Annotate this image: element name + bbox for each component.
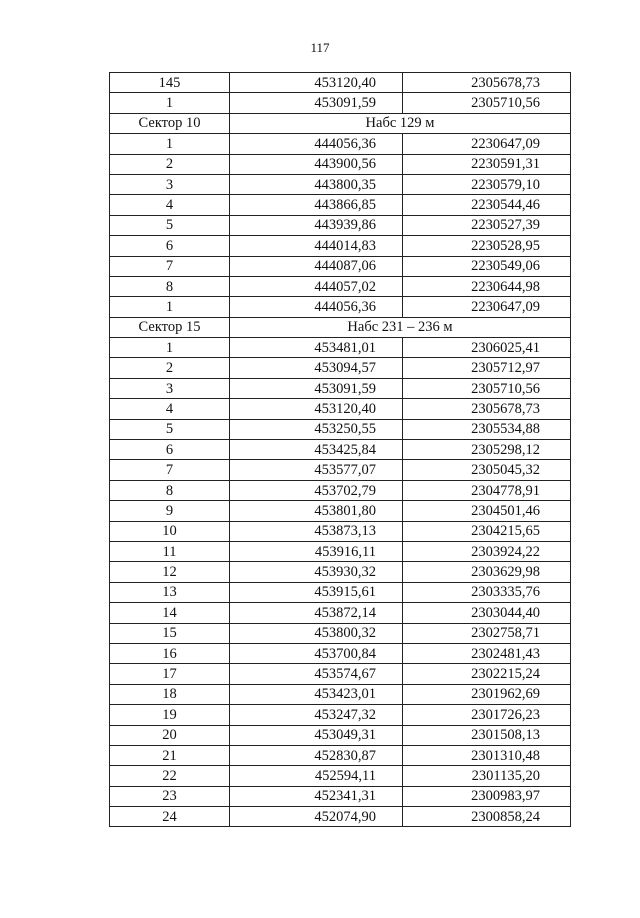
point-number: 1: [110, 297, 230, 317]
point-number: 21: [110, 745, 230, 765]
y-coordinate: 2304215,65: [403, 521, 571, 541]
x-coordinate: 444057,02: [230, 276, 403, 296]
table-row: [110, 623, 571, 643]
sector-header-row: [110, 317, 571, 337]
point-number: 2: [110, 358, 230, 378]
y-coordinate: 2230528,95: [403, 236, 571, 256]
x-coordinate: 453930,32: [230, 562, 403, 582]
y-coordinate: 2230644,98: [403, 276, 571, 296]
x-coordinate: 453916,11: [230, 541, 403, 561]
x-coordinate: 453574,67: [230, 664, 403, 684]
y-coordinate: 2304778,91: [403, 480, 571, 500]
y-coordinate: 2230544,46: [403, 195, 571, 215]
x-coordinate: 453091,59: [230, 378, 403, 398]
sector-label: Сектор 15: [110, 317, 230, 337]
x-coordinate: 453091,59: [230, 93, 403, 113]
point-number: 8: [110, 480, 230, 500]
x-coordinate: 453250,55: [230, 419, 403, 439]
point-number: 145: [110, 73, 230, 93]
y-coordinate: 2305678,73: [403, 399, 571, 419]
table-row: [110, 664, 571, 684]
y-coordinate: 2305678,73: [403, 73, 571, 93]
point-number: 1: [110, 93, 230, 113]
y-coordinate: 2301508,13: [403, 725, 571, 745]
table-row: [110, 174, 571, 194]
y-coordinate: 2230549,06: [403, 256, 571, 276]
x-coordinate: 453702,79: [230, 480, 403, 500]
point-number: 19: [110, 705, 230, 725]
y-coordinate: 2302215,24: [403, 664, 571, 684]
x-coordinate: 453873,13: [230, 521, 403, 541]
table-row: [110, 276, 571, 296]
x-coordinate: 452341,31: [230, 786, 403, 806]
y-coordinate: 2301726,23: [403, 705, 571, 725]
table-row: [110, 154, 571, 174]
point-number: 4: [110, 195, 230, 215]
table-row: [110, 215, 571, 235]
point-number: 12: [110, 562, 230, 582]
table-row: [110, 541, 571, 561]
table-row: [110, 73, 571, 93]
y-coordinate: 2230527,39: [403, 215, 571, 235]
point-number: 13: [110, 582, 230, 602]
point-number: 5: [110, 215, 230, 235]
point-number: 6: [110, 440, 230, 460]
table-row: [110, 338, 571, 358]
table-row: [110, 378, 571, 398]
x-coordinate: 453423,01: [230, 684, 403, 704]
table-row: [110, 521, 571, 541]
table-row: [110, 195, 571, 215]
x-coordinate: 443900,56: [230, 154, 403, 174]
x-coordinate: 453049,31: [230, 725, 403, 745]
point-number: 7: [110, 460, 230, 480]
sector-altitude: Набс 129 м: [230, 113, 571, 133]
table-row: [110, 358, 571, 378]
x-coordinate: 453247,32: [230, 705, 403, 725]
point-number: 5: [110, 419, 230, 439]
point-number: 8: [110, 276, 230, 296]
point-number: 1: [110, 134, 230, 154]
point-number: 16: [110, 643, 230, 663]
table-row: [110, 745, 571, 765]
x-coordinate: 444014,83: [230, 236, 403, 256]
table-row: [110, 256, 571, 276]
y-coordinate: 2230647,09: [403, 134, 571, 154]
x-coordinate: 453094,57: [230, 358, 403, 378]
x-coordinate: 453801,80: [230, 501, 403, 521]
y-coordinate: 2305534,88: [403, 419, 571, 439]
sector-label: Сектор 10: [110, 113, 230, 133]
table-row: [110, 236, 571, 256]
x-coordinate: 453120,40: [230, 73, 403, 93]
x-coordinate: 453800,32: [230, 623, 403, 643]
table-row: [110, 603, 571, 623]
table-row: [110, 440, 571, 460]
y-coordinate: 2301962,69: [403, 684, 571, 704]
table-row: [110, 705, 571, 725]
coordinates-table-body: [110, 73, 571, 827]
table-row: [110, 643, 571, 663]
x-coordinate: 453872,14: [230, 603, 403, 623]
table-row: [110, 297, 571, 317]
y-coordinate: 2305710,56: [403, 93, 571, 113]
x-coordinate: 453915,61: [230, 582, 403, 602]
point-number: 3: [110, 378, 230, 398]
y-coordinate: 2305298,12: [403, 440, 571, 460]
point-number: 3: [110, 174, 230, 194]
point-number: 23: [110, 786, 230, 806]
x-coordinate: 453481,01: [230, 338, 403, 358]
point-number: 22: [110, 766, 230, 786]
y-coordinate: 2300858,24: [403, 807, 571, 827]
y-coordinate: 2301135,20: [403, 766, 571, 786]
y-coordinate: 2230591,31: [403, 154, 571, 174]
y-coordinate: 2303335,76: [403, 582, 571, 602]
y-coordinate: 2305712,97: [403, 358, 571, 378]
table-row: [110, 93, 571, 113]
x-coordinate: 452830,87: [230, 745, 403, 765]
table-row: [110, 684, 571, 704]
point-number: 24: [110, 807, 230, 827]
table-row: [110, 419, 571, 439]
table-row: [110, 399, 571, 419]
page-number: 117: [310, 40, 330, 55]
point-number: 9: [110, 501, 230, 521]
point-number: 14: [110, 603, 230, 623]
x-coordinate: 452074,90: [230, 807, 403, 827]
point-number: 20: [110, 725, 230, 745]
y-coordinate: 2302758,71: [403, 623, 571, 643]
point-number: 15: [110, 623, 230, 643]
y-coordinate: 2304501,46: [403, 501, 571, 521]
y-coordinate: 2302481,43: [403, 643, 571, 663]
x-coordinate: 453700,84: [230, 643, 403, 663]
x-coordinate: 444056,36: [230, 134, 403, 154]
point-number: 18: [110, 684, 230, 704]
y-coordinate: 2303044,40: [403, 603, 571, 623]
point-number: 6: [110, 236, 230, 256]
x-coordinate: 453577,07: [230, 460, 403, 480]
x-coordinate: 443866,85: [230, 195, 403, 215]
point-number: 17: [110, 664, 230, 684]
x-coordinate: 443800,35: [230, 174, 403, 194]
table-row: [110, 480, 571, 500]
sector-altitude: Набс 231 – 236 м: [230, 317, 571, 337]
y-coordinate: 2301310,48: [403, 745, 571, 765]
table-row: [110, 725, 571, 745]
x-coordinate: 443939,86: [230, 215, 403, 235]
y-coordinate: 2305045,32: [403, 460, 571, 480]
y-coordinate: 2303924,22: [403, 541, 571, 561]
point-number: 11: [110, 541, 230, 561]
table-row: [110, 582, 571, 602]
y-coordinate: 2305710,56: [403, 378, 571, 398]
table-row: [110, 460, 571, 480]
point-number: 7: [110, 256, 230, 276]
point-number: 1: [110, 338, 230, 358]
y-coordinate: 2300983,97: [403, 786, 571, 806]
x-coordinate: 452594,11: [230, 766, 403, 786]
table-row: [110, 562, 571, 582]
sector-header-row: [110, 113, 571, 133]
x-coordinate: 453120,40: [230, 399, 403, 419]
coordinates-table: [109, 72, 571, 827]
table-row: [110, 786, 571, 806]
point-number: 2: [110, 154, 230, 174]
table-row: [110, 501, 571, 521]
y-coordinate: 2230579,10: [403, 174, 571, 194]
x-coordinate: 453425,84: [230, 440, 403, 460]
x-coordinate: 444056,36: [230, 297, 403, 317]
y-coordinate: 2303629,98: [403, 562, 571, 582]
point-number: 10: [110, 521, 230, 541]
point-number: 4: [110, 399, 230, 419]
y-coordinate: 2230647,09: [403, 297, 571, 317]
table-row: [110, 134, 571, 154]
y-coordinate: 2306025,41: [403, 338, 571, 358]
x-coordinate: 444087,06: [230, 256, 403, 276]
table-row: [110, 807, 571, 827]
table-row: [110, 766, 571, 786]
